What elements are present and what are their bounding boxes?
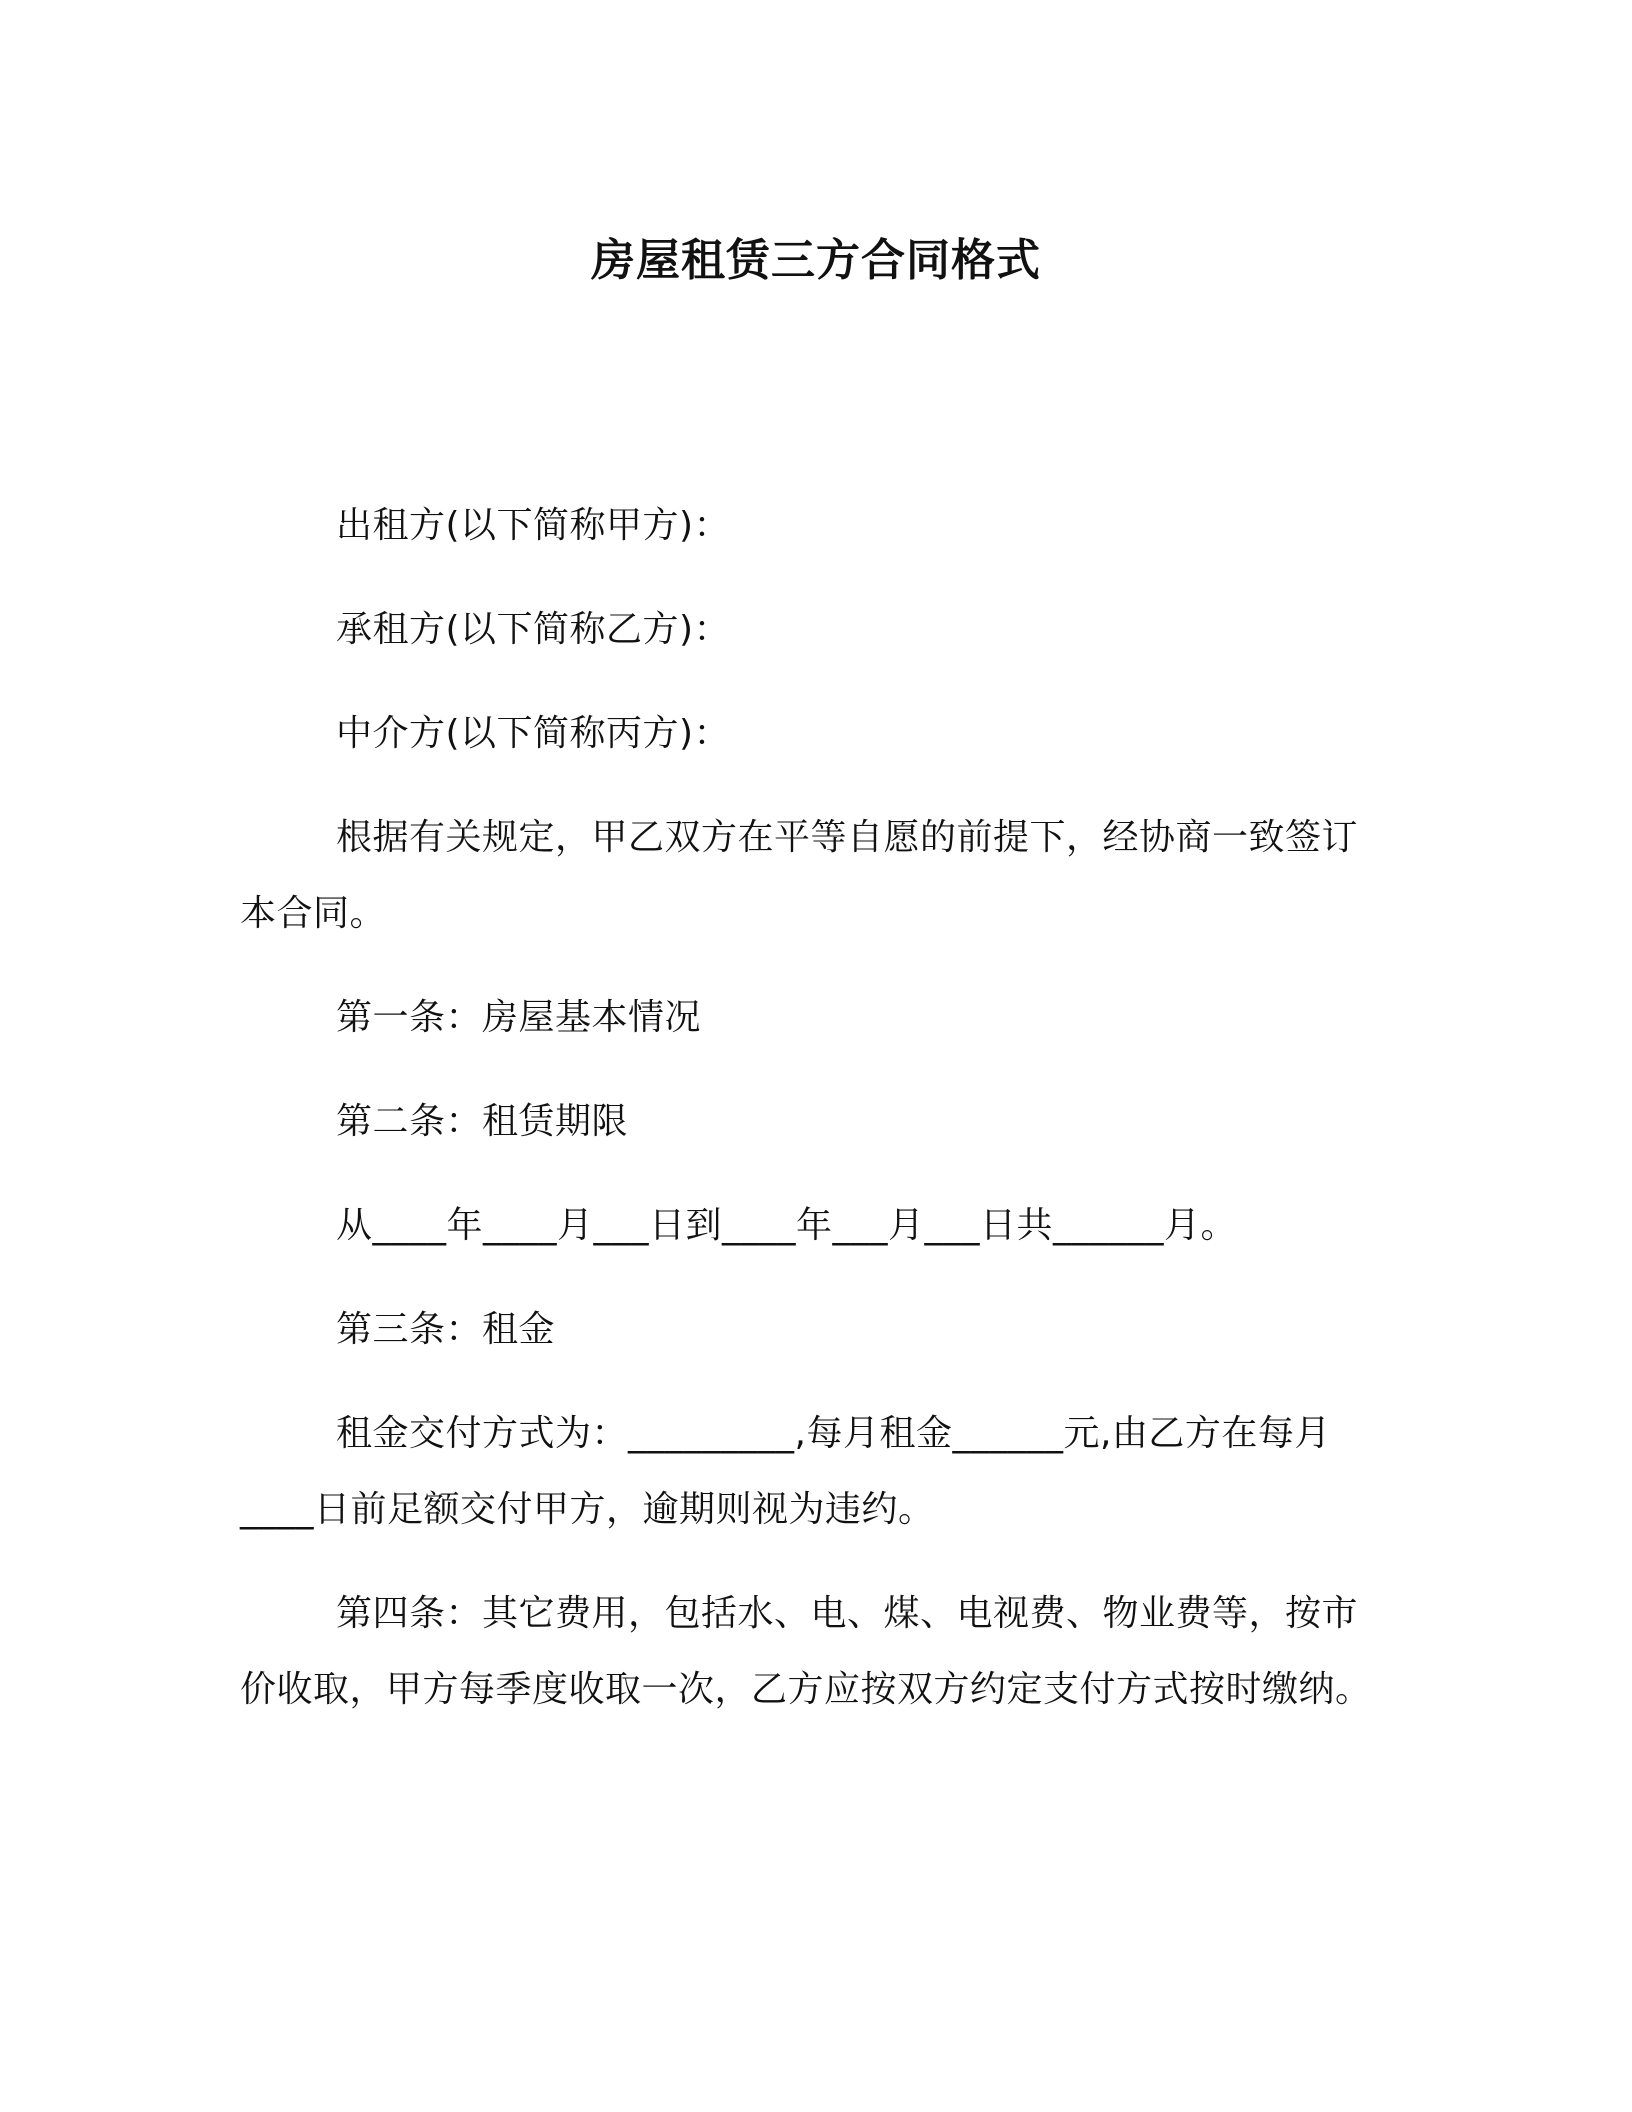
party-c-line: 中介方(以下简称丙方)： xyxy=(336,713,731,754)
document-title: 房屋租赁三方合同格式 xyxy=(591,235,1041,286)
party-b-line: 承租方(以下简称乙方)： xyxy=(336,609,731,650)
rent-payment-paragraph: 租金交付方式为：_________,每月租金______元,由乙方在每月____日前足额交付甲方，逾期则视为违约。 xyxy=(240,1413,1331,1530)
document-body xyxy=(240,488,1380,1756)
preamble-paragraph: 根据有关规定，甲乙双方在平等自愿的前提下，经协商一致签订本合同。 xyxy=(240,817,1359,934)
article-4-paragraph: 第四条：其它费用，包括水、电、煤、电视费、物业费等，按市价收取，甲方每季度收取一次，乙方应按双方约定支付方式按时缴纳。 xyxy=(240,1593,1372,1710)
article-1-heading: 第一条：房屋基本情况 xyxy=(336,997,702,1038)
article-3-heading: 第三条：租金 xyxy=(336,1309,556,1350)
article-2-heading: 第二条：租赁期限 xyxy=(336,1101,629,1142)
party-a-line: 出租方(以下简称甲方)： xyxy=(336,505,731,546)
lease-term-line: 从____年____月___日到____年___月___日共______月。 xyxy=(336,1205,1238,1246)
